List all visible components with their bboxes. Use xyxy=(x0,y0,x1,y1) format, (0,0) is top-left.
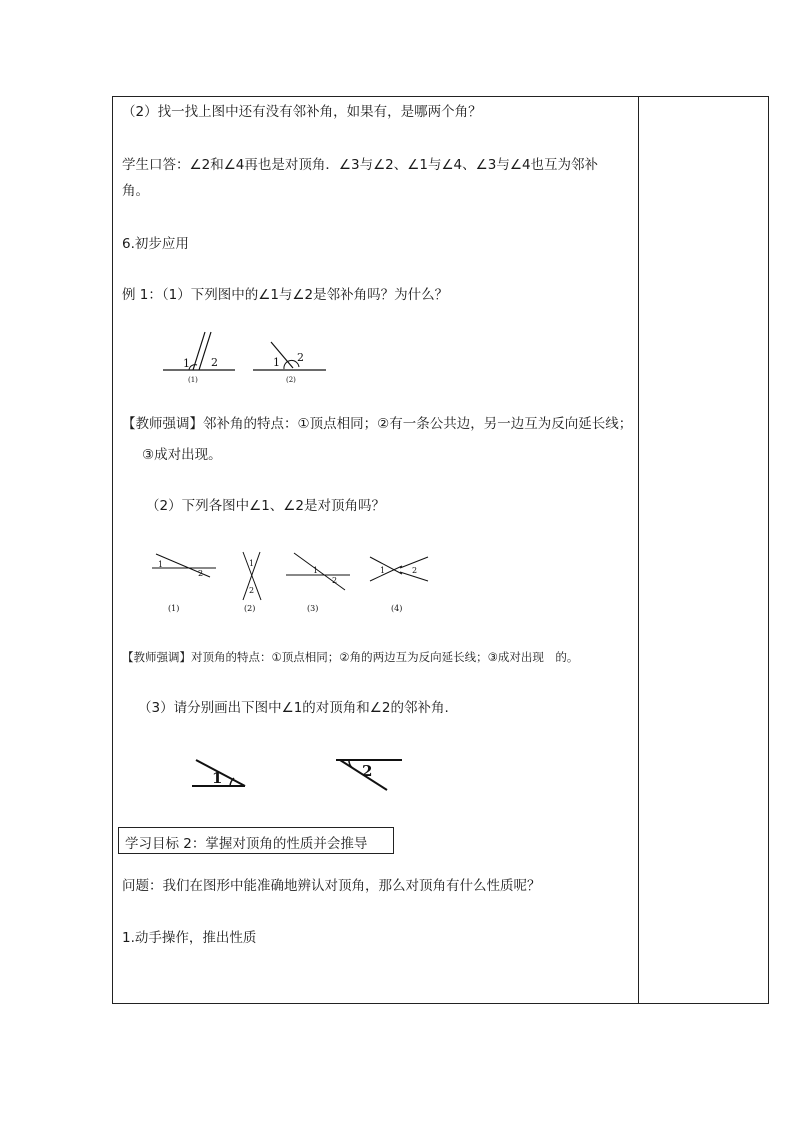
figure-b3-angle-2-label: 2 xyxy=(332,576,338,585)
answer-line-2: 角。 xyxy=(122,183,149,199)
figure-b4-angle-1-label: 1 xyxy=(380,566,386,575)
figure-c-angle-2-label: 2 xyxy=(362,762,373,780)
figure-b1-caption: (1) xyxy=(168,604,180,613)
figure-1-angle-1-label: 1 xyxy=(183,357,190,370)
figure-b1-angle-1-label: 1 xyxy=(158,560,164,569)
teacher-note-adjacent-line-2: ③成对出现。 xyxy=(142,447,222,463)
figure-b4-caption: (4) xyxy=(391,604,403,613)
section-heading-application: 6.初步应用 xyxy=(122,236,189,252)
question-property: 问题：我们在图形中能准确地辨认对顶角，那么对顶角有什么性质呢？ xyxy=(122,878,541,894)
drawing-exercise-figures xyxy=(190,752,405,797)
question-find-adjacent: （2）找一找上图中还有没有邻补角，如果有，是哪两个角？ xyxy=(122,104,482,120)
answer-line-1: 学生口答：∠2和∠4再也是对顶角．∠3与∠2、∠1与∠4、∠3与∠4也互为邻补 xyxy=(122,157,599,173)
figure-2-angle-1-label: 1 xyxy=(273,356,280,369)
figure-c-angle-1-label: 1 xyxy=(212,769,223,787)
question-vertical-angles: （2）下列各图中∠1、∠2是对顶角吗？ xyxy=(146,498,385,514)
teacher-note-vertical: 【教师强调】对顶角的特点：①顶点相同；②角的两边互为反向延长线；③成对出现 的。 xyxy=(122,650,579,664)
example-1: 例 1：（1）下列图中的∠1与∠2是邻补角吗？为什么？ xyxy=(122,287,449,303)
learning-goal-text: 学习目标 2：掌握对顶角的性质并会推导 xyxy=(125,836,368,852)
teacher-note-adjacent-line-1: 【教师强调】邻补角的特点：①顶点相同；②有一条公共边，另一边互为反向延长线； xyxy=(122,416,633,432)
figure-b2-angle-1-label: 1 xyxy=(249,559,255,568)
vertical-angle-figures xyxy=(148,548,438,616)
figure-2-angle-2-label: 2 xyxy=(297,351,304,364)
learning-goal-box xyxy=(118,827,394,854)
question-draw-angles: （3）请分别画出下图中∠1的对顶角和∠2的邻补角. xyxy=(138,700,449,716)
adjacent-angle-figures xyxy=(160,330,330,385)
figure-b2-angle-2-label: 2 xyxy=(249,586,255,595)
figure-1-angle-2-label: 2 xyxy=(211,356,218,369)
figure-1-ray-b xyxy=(199,332,211,370)
step-heading: 1.动手操作，推出性质 xyxy=(122,930,257,946)
figure-b4-angle-2-label: 2 xyxy=(412,566,418,575)
column-divider xyxy=(638,96,639,1004)
figure-1-caption: (1) xyxy=(188,376,198,384)
figure-2-caption: (2) xyxy=(286,376,296,384)
figure-b3-caption: (3) xyxy=(307,604,319,613)
figure-b2-caption: (2) xyxy=(244,604,256,613)
figure-b1-angle-2-label: 2 xyxy=(198,569,204,578)
figure-b3-angle-1-label: 1 xyxy=(313,566,319,575)
